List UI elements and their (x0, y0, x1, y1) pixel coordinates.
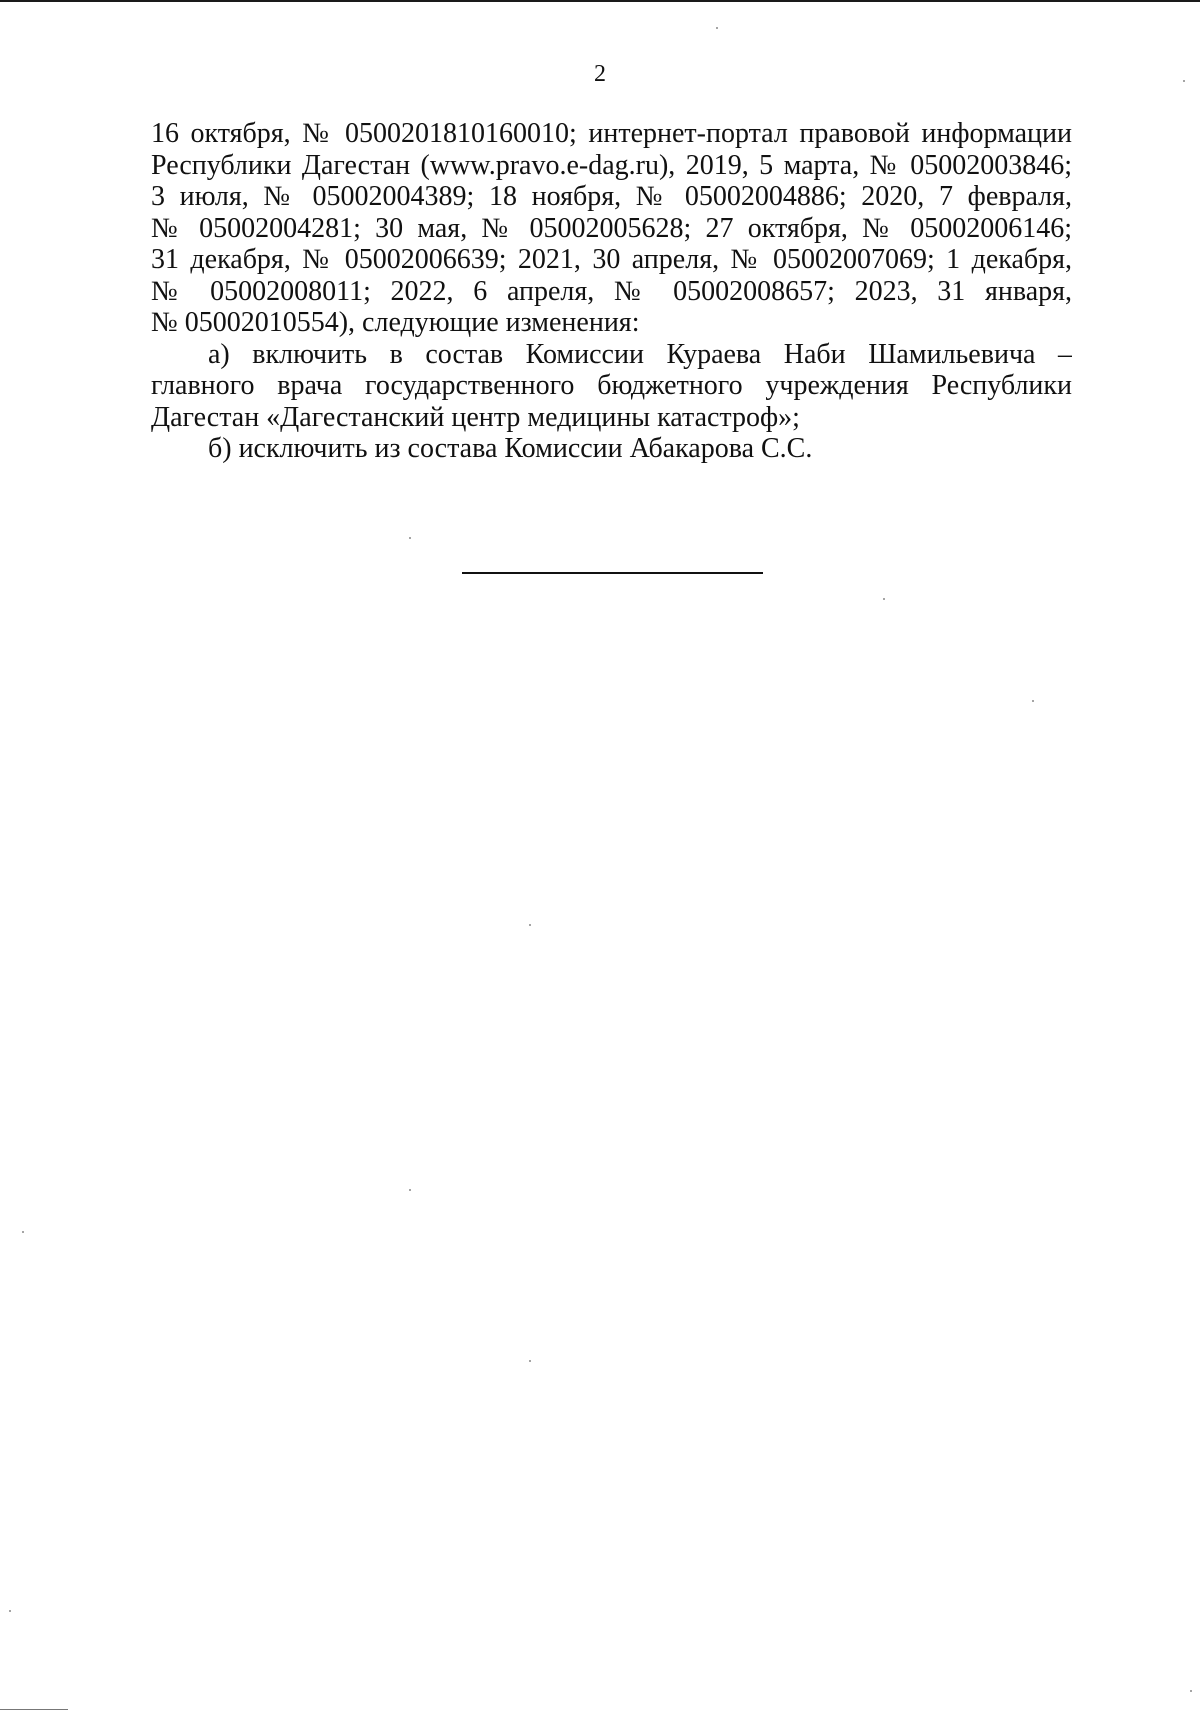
document-body (151, 118, 1072, 465)
page-number: 2 (594, 61, 606, 87)
scan-speck (529, 1360, 531, 1362)
text-line: № 05002010554), следующие изменения: (151, 307, 640, 338)
scan-bottom-mark (0, 1709, 68, 1710)
scan-speck (9, 1610, 11, 1612)
scan-speck (409, 537, 411, 539)
scan-top-edge (0, 0, 1200, 2)
text-line: а) включить в состав Комиссии Кураева Наби Шамильевича – (208, 338, 1072, 370)
scan-speck (409, 1189, 411, 1191)
end-separator-line (462, 572, 763, 574)
scan-speck (22, 1231, 24, 1233)
text-line: 3 июля, № 05002004389; 18 ноября, № 05002004886; 2020, 7 февраля, (151, 181, 1072, 212)
text-line: главного врача государственного бюджетного учреждения Республики (151, 370, 1072, 401)
scan-speck (1032, 700, 1034, 702)
text-line: 16 октября, № 0500201810160010; интернет-портал правовой информации (151, 118, 1072, 149)
scan-speck (716, 27, 718, 29)
scan-speck (1190, 1690, 1192, 1692)
paragraph-main (151, 118, 1072, 339)
scan-speck (529, 924, 531, 926)
paragraph-item-b (151, 433, 1072, 465)
text-line: № 05002004281; 30 мая, № 05002005628; 27 октября, № 05002006146; (151, 212, 1072, 244)
text-line: Республики Дагестан (www.pravo.e-dag.ru), 2019, 5 марта, № 05002003846; (151, 149, 1072, 181)
paragraph-item-a (151, 339, 1072, 434)
text-line: № 05002008011; 2022, 6 апреля, № 05002008657; 2023, 31 января, (151, 275, 1072, 307)
text-line: б) исключить из состава Комиссии Абакарова С.С. (208, 433, 813, 464)
text-line: 31 декабря, № 05002006639; 2021, 30 апреля, № 05002007069; 1 декабря, (151, 244, 1072, 275)
scan-speck (1183, 80, 1185, 82)
text-line: Дагестан «Дагестанский центр медицины катастроф»; (151, 401, 800, 433)
scan-speck (883, 598, 885, 600)
